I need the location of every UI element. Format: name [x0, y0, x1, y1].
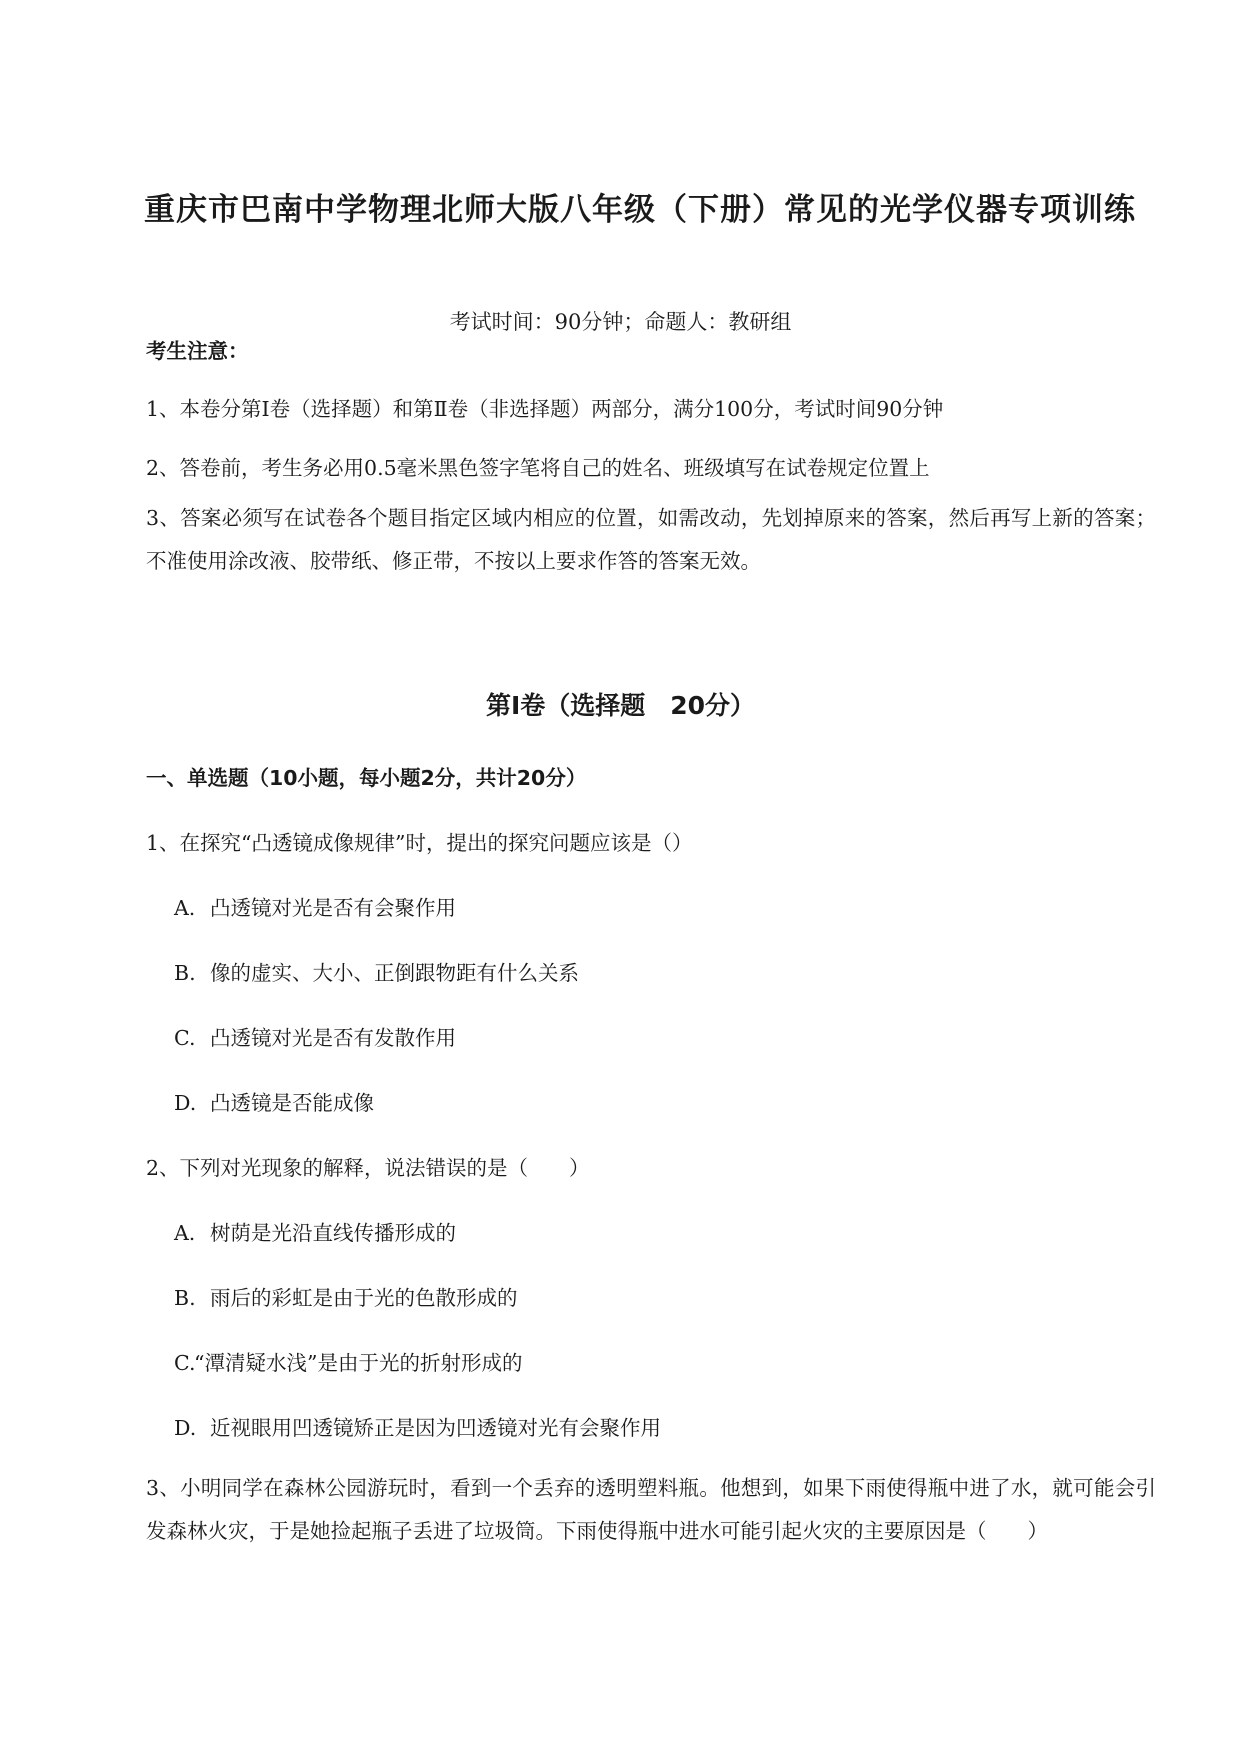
question-1-option-d[interactable]: [174, 1088, 374, 1118]
option-text: 雨后的彩虹是由于光的色散形成的: [210, 1286, 518, 1310]
question-2-option-b[interactable]: [174, 1283, 518, 1313]
part-heading: 一、单选题（10小题，每小题2分，共计20分）: [146, 766, 587, 790]
notice-heading: 考生注意：: [146, 339, 249, 363]
question-2-option-d[interactable]: [174, 1413, 661, 1443]
section-title: 第Ⅰ卷（选择题 20分）: [485, 691, 756, 720]
question-1-stem: 1、在探究“凸透镜成像规律”时，提出的探究问题应该是（）: [146, 831, 693, 855]
option-letter: A.: [174, 896, 196, 920]
option-letter: A.: [174, 1221, 196, 1245]
question-1-option-a[interactable]: [174, 893, 456, 923]
exam-subtitle: 考试时间：90分钟；命题人：教研组: [449, 310, 792, 334]
option-text: 凸透镜对光是否有会聚作用: [210, 896, 456, 920]
notice-item-3: 3、答案必须写在试卷各个题目指定区域内相应的位置，如需改动，先划掉原来的答案，然后再写上新的答案；不准使用涂改液、胶带纸、修正带，不按以上要求作答的答案无效。: [146, 506, 1156, 573]
question-1-option-c[interactable]: [174, 1023, 456, 1053]
exam-title: 重庆市巴南中学物理北师大版八年级（下册）常见的光学仪器专项训练: [144, 192, 1136, 228]
question-2-option-c[interactable]: [174, 1348, 522, 1378]
option-text: 凸透镜是否能成像: [210, 1091, 374, 1115]
option-letter: D.: [174, 1416, 197, 1440]
question-2-stem: 2、下列对光现象的解释，说法错误的是（ ）: [146, 1156, 590, 1180]
option-letter: D.: [174, 1091, 197, 1115]
option-text: 凸透镜对光是否有发散作用: [210, 1026, 456, 1050]
option-text: 像的虚实、大小、正倒跟物距有什么关系: [210, 961, 579, 985]
question-2-option-a[interactable]: [174, 1218, 456, 1248]
option-letter: B.: [174, 961, 196, 985]
option-text: “潭清疑水浅”是由于光的折射形成的: [194, 1351, 523, 1375]
option-text: 近视眼用凹透镜矫正是因为凹透镜对光有会聚作用: [210, 1416, 661, 1440]
notice-item-2: 2、答卷前，考生务必用0.5毫米黑色签字笔将自己的姓名、班级填写在试卷规定位置上: [146, 456, 930, 480]
notice-item-1: 1、本卷分第Ⅰ卷（选择题）和第Ⅱ卷（非选择题）两部分，满分100分，考试时间90分钟: [146, 397, 944, 421]
option-letter: B.: [174, 1286, 196, 1310]
question-1-option-b[interactable]: [174, 958, 579, 988]
option-text: 树荫是光沿直线传播形成的: [210, 1221, 456, 1245]
question-3-stem: 3、小明同学在森林公园游玩时，看到一个丢弃的透明塑料瓶。他想到，如果下雨使得瓶中进了水，就可能会引发森林火灾，于是她捡起瓶子丢进了垃圾筒。下雨使得瓶中进水可能引起火灾的主要原因是（ ）: [146, 1476, 1156, 1543]
option-letter: C.: [174, 1351, 196, 1375]
option-letter: C.: [174, 1026, 196, 1050]
